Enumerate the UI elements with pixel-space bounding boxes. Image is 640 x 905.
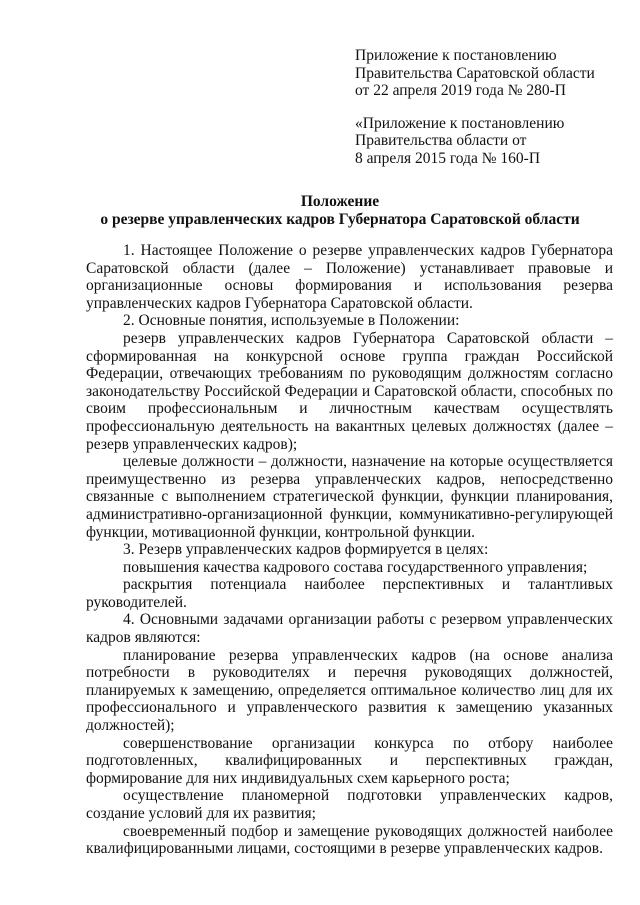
paragraph-11: осуществление планомерной подготовки управленческих кадров, создание условий для их развития;	[86, 787, 613, 822]
paragraph-6: повышения качества кадрового состава государственного управления;	[123, 558, 588, 576]
paragraph-7: раскрытия потенциала наиболее перспективных и талантливых руководителей.	[86, 576, 613, 611]
document-body	[86, 242, 613, 858]
paragraph-10: совершенствование организации конкурса по отбору наиболее подготовленных, квалифицированных и перспективных граждан, формирование для них индивидуальных схем карьерного роста;	[86, 734, 613, 787]
appendix-line: «Приложение к постановлению	[355, 114, 565, 132]
paragraph-2: 2. Основные понятия, используемые в Положении:	[123, 312, 460, 330]
appendix-header	[355, 47, 625, 167]
title-line: Положение	[300, 193, 380, 210]
appendix-gap	[355, 100, 625, 115]
paragraph-3: резерв управленческих кадров Губернатора Саратовской области – сформированная на конкурсной основе группа граждан Российской Федерации, отвечающих требованиям по руководящим должностям согласно законодательству Российской Федерации и Саратовской области, способных по своим профессиональным и личностным качествам осуществлять профессиональную деятельность на вакантных целевых должностях (далее – резерв управленческих кадров);	[86, 329, 613, 453]
title-line: о резерве управленческих кадров Губернатора Саратовской области	[100, 211, 580, 228]
paragraph-5: 3. Резерв управленческих кадров формируется в целях:	[123, 541, 489, 559]
appendix-line: Приложение к постановлению	[355, 47, 557, 64]
paragraph-1: 1. Настоящее Положение о резерве управленческих кадров Губернатора Саратовской области (далее – Положение) устанавливает правовые и организационные основы формирования и использования резерва управленческих кадров Губернатора Саратовской области.	[86, 242, 613, 312]
appendix-line: Правительства области от	[355, 132, 527, 149]
paragraph-4: целевые должности – должности, назначение на которые осуществляется преимущественно из резерва управленческих кадров, непосредственно связанные с выполнением стратегической функции, функции планирования, административно-организационной функции, коммуникативно-регулирующей функции, мотивационной функции, контрольной функции.	[86, 453, 613, 541]
paragraph-8: 4. Основными задачами организации работы с резервом управленческих кадров являются:	[86, 611, 613, 647]
appendix-line: от 22 апреля 2019 года № 280-П	[355, 82, 566, 99]
appendix-line: Правительства Саратовской области	[355, 64, 595, 82]
document-title	[60, 193, 620, 229]
paragraph-12: своевременный подбор и замещение руководящих должностей наиболее квалифицированными лицами, состоящими в резерве управленческих кадров.	[86, 822, 613, 858]
paragraph-9: планирование резерва управленческих кадров (на основе анализа потребности в руководителях и перечня руководящих должностей, планируемых к замещению, определяется оптимальное количество лиц для их профессионального и управленческого развития к замещению указанных должностей);	[86, 646, 613, 735]
appendix-line: 8 апреля 2015 года № 160-П	[355, 149, 541, 167]
